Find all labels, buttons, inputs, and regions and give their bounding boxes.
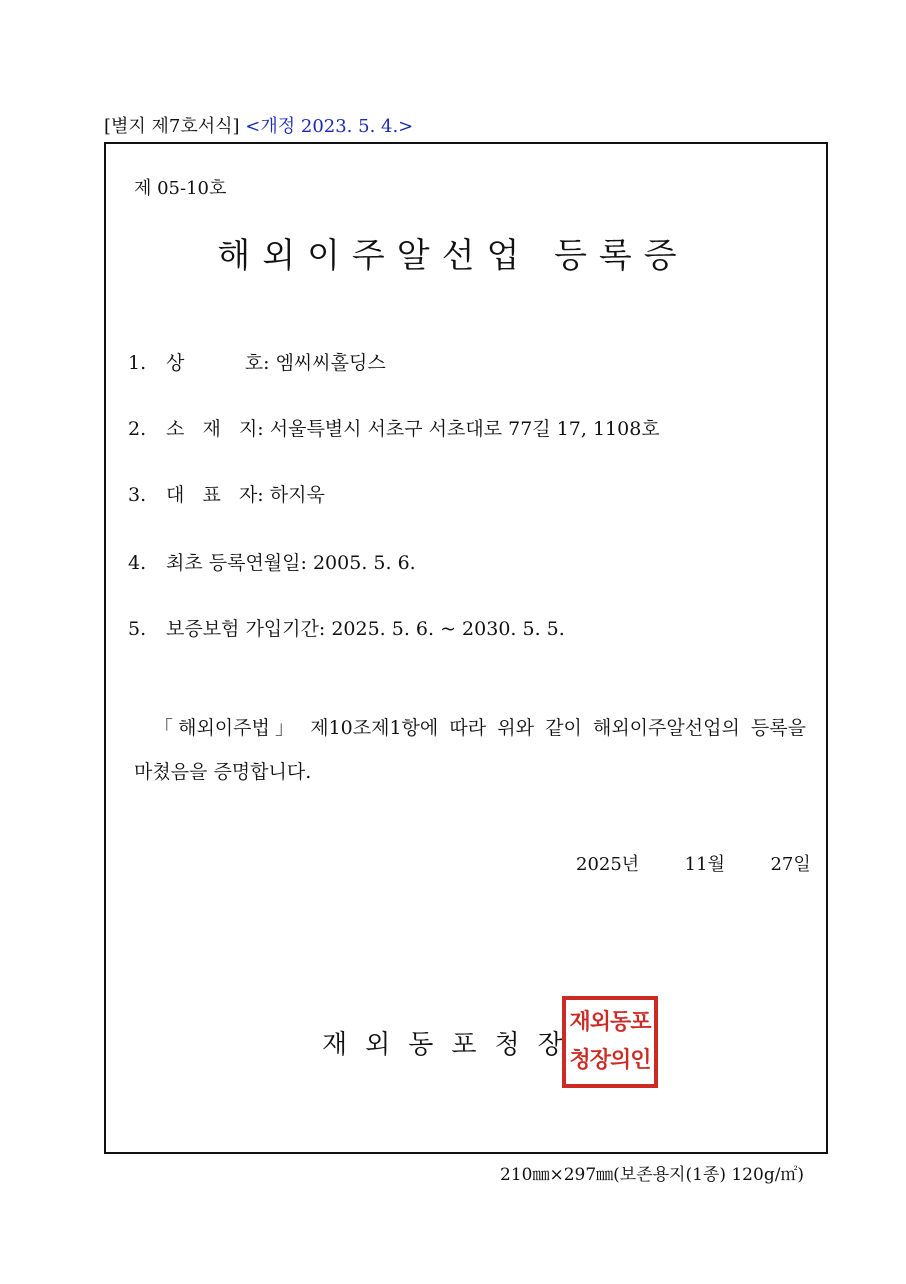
- field-number: 3.: [128, 484, 147, 506]
- issue-day: 27일: [770, 854, 811, 875]
- paper-spec: 210㎜×297㎜(보존용지(1종) 120g/㎡): [500, 1165, 805, 1185]
- issuer-name: 재외동포청장: [322, 1030, 581, 1060]
- document-number: 제 05-10호: [134, 178, 227, 199]
- issue-date: [576, 850, 811, 876]
- seal-line-2: 청장의인: [569, 1048, 651, 1073]
- field-label: 대 표 자:: [166, 484, 264, 506]
- field-number: 1.: [128, 352, 147, 374]
- field-value: 하지욱: [269, 484, 325, 506]
- field-business-name: [128, 348, 386, 375]
- field-insurance-period: [128, 614, 565, 641]
- form-label: [별지 제7호서식]: [104, 116, 240, 137]
- document-title: 해외이주알선업 등록증: [217, 236, 689, 276]
- issue-month: 11월: [684, 854, 725, 875]
- certification-statement: [134, 706, 806, 794]
- field-value: 2025. 5. 6. ~ 2030. 5. 5.: [331, 618, 565, 640]
- field-number: 2.: [128, 418, 147, 440]
- form-header: [104, 112, 413, 138]
- issue-year: 2025년: [576, 854, 640, 875]
- field-label: 보증보험 가입기간:: [166, 618, 326, 640]
- amendment-note: <개정 2023. 5. 4.>: [245, 116, 414, 137]
- field-label: 최초 등록연월일:: [166, 552, 307, 574]
- seal-line-1: 재외동포: [569, 1010, 651, 1035]
- field-representative: [128, 480, 325, 507]
- field-address: [128, 414, 660, 441]
- certificate-frame: [104, 142, 828, 1154]
- statement-line-1: 「해외이주법」 제10조제1항에 따라 위와 같이 해외이주알선업의 등록을: [154, 717, 806, 739]
- statement-line-2: 마쳤음을 증명합니다.: [134, 761, 312, 783]
- field-label: 소 재 지:: [166, 418, 264, 440]
- field-value: 서울특별시 서초구 서초대로 77길 17, 1108호: [269, 418, 660, 440]
- official-seal: [562, 996, 658, 1088]
- field-value: 엠씨씨홀딩스: [275, 352, 386, 374]
- field-value: 2005. 5. 6.: [312, 552, 416, 574]
- field-label: 상 호:: [166, 352, 270, 374]
- field-first-registration-date: [128, 548, 416, 575]
- field-number: 5.: [128, 618, 147, 640]
- field-number: 4.: [128, 552, 147, 574]
